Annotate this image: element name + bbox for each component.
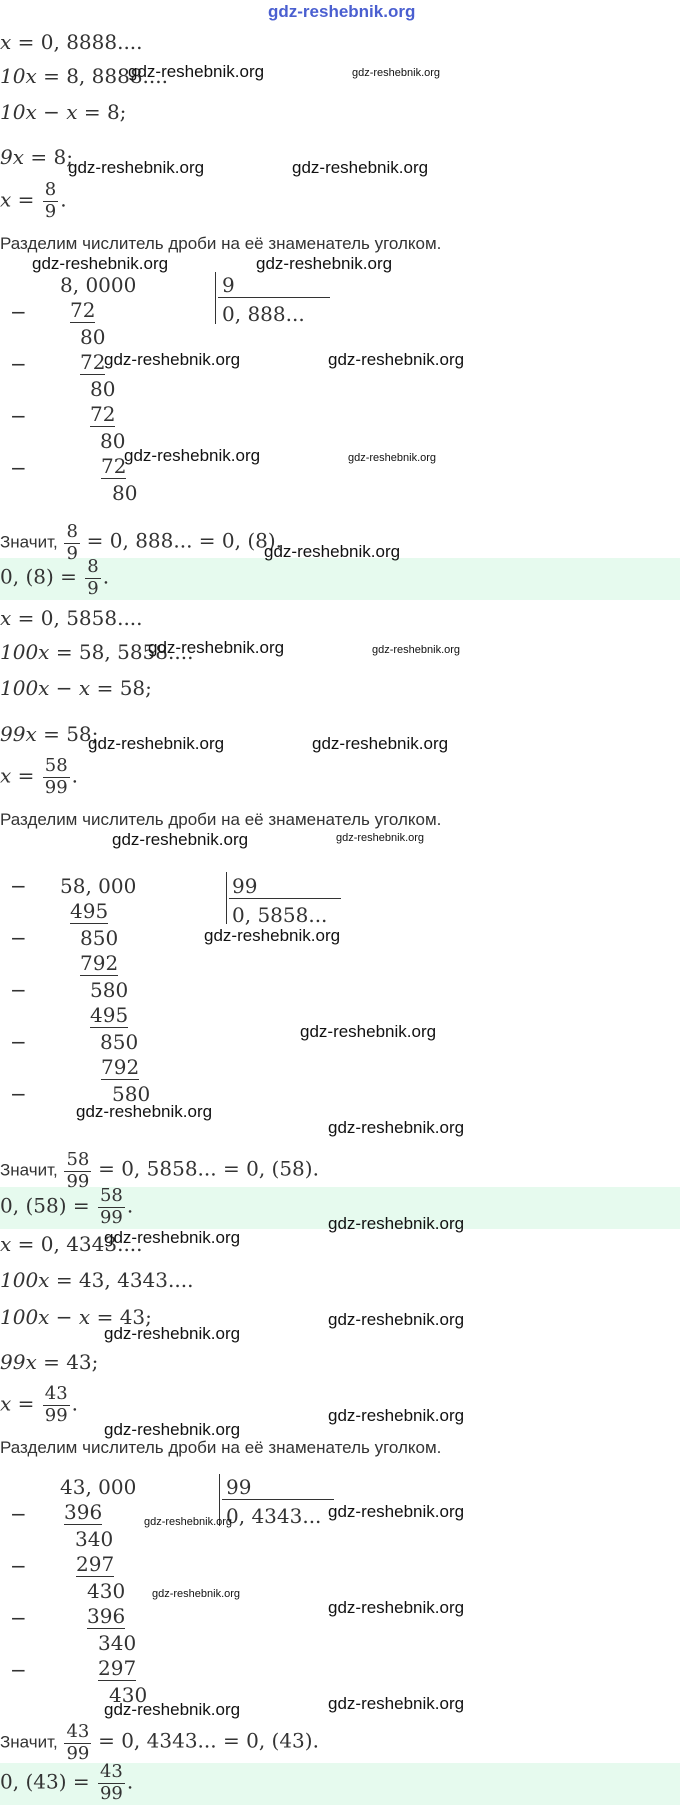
subtrahend-1a: 72 — [70, 298, 96, 322]
watermark-small: gdz-reshebnik.org — [348, 452, 437, 464]
equation-x-1: x = 0, 8888.... — [0, 30, 143, 54]
minus-2e: − — [10, 1082, 27, 1106]
watermark: gdz-reshebnik.org — [104, 1700, 241, 1719]
equation-100x-2: 100x = 58, 5858.... — [0, 640, 194, 664]
minus-2c: − — [10, 978, 27, 1002]
divisor-1: 9 — [222, 273, 235, 297]
equation-x-fraction-1: x = $\frac{8}{9}$ . — [0, 179, 67, 222]
watermark: gdz-reshebnik.org — [300, 1022, 437, 1041]
subtrahend-2c: 495 — [90, 1003, 129, 1027]
equation-x-3: x = 0, 4343.... — [0, 1232, 143, 1256]
minus-1b: − — [10, 352, 27, 376]
minus-3a: − — [10, 1502, 27, 1526]
divisor-2: 99 — [232, 874, 258, 898]
subtrahend-2a: 495 — [70, 899, 109, 923]
equation-100x-minus-x-2: 100x − x = 58; — [0, 676, 152, 700]
watermark: gdz-reshebnik.org — [204, 926, 341, 945]
minus-1a: − — [10, 300, 27, 324]
equation-99x-2: 99x = 58; — [0, 722, 99, 746]
equation-100x-minus-x-3: 100x − x = 43; — [0, 1305, 152, 1329]
dividend-1: 8, 0000 — [60, 273, 137, 297]
watermark: gdz-reshebnik.org — [128, 62, 265, 81]
watermark-small: gdz-reshebnik.org — [152, 1588, 241, 1600]
minus-3d: − — [10, 1658, 27, 1682]
fraction-58-99-conclusion: $\frac{58}{99}$ — [66, 1149, 90, 1192]
quotient-2: 0, 5858... — [232, 903, 328, 927]
minus-3c: − — [10, 1606, 27, 1630]
remainder-2a: 850 — [80, 926, 119, 950]
equation-99x-3: 99x = 43; — [0, 1350, 99, 1374]
divisor-line-1 — [218, 297, 330, 298]
watermark: gdz-reshebnik.org — [104, 1228, 241, 1247]
dividend-3: 43, 000 — [60, 1475, 137, 1499]
watermark-small: gdz-reshebnik.org — [352, 67, 441, 79]
site-header-watermark[interactable]: gdz-reshebnik.org — [268, 2, 416, 21]
division-bracket-2 — [226, 872, 227, 924]
instruction-text-3: Разделим числитель дроби на её знаменатель уголком. — [0, 1438, 442, 1457]
watermark: gdz-reshebnik.org — [328, 1502, 465, 1521]
watermark: gdz-reshebnik.org — [104, 1420, 241, 1439]
quotient-1: 0, 888... — [222, 302, 305, 326]
quotient-3: 0, 4343... — [226, 1504, 322, 1528]
watermark: gdz-reshebnik.org — [328, 1214, 465, 1233]
fraction-58-99: $\frac{58}{99}$ — [44, 755, 68, 798]
watermark: gdz-reshebnik.org — [312, 734, 449, 753]
equation-x-fraction-3: x = $\frac{43}{99}$ . — [0, 1383, 79, 1426]
equation-10x-minus-x-1: 10x − x = 8; — [0, 100, 127, 124]
remainder-3d: 430 — [109, 1683, 148, 1707]
answer-2: 0, (58) = $\frac{58}{99}$ . — [0, 1185, 134, 1228]
subtrahend-3d: 297 — [98, 1656, 137, 1680]
subtrahend-1d: 72 — [101, 454, 127, 478]
remainder-3a: 340 — [75, 1527, 114, 1551]
fraction-43-99-answer: $\frac{43}{99}$ — [99, 1761, 123, 1804]
watermark: gdz-reshebnik.org — [32, 254, 169, 273]
fraction-58-99-answer: $\frac{58}{99}$ — [99, 1185, 123, 1228]
fraction-8-9: $\frac{8}{9}$ — [44, 179, 57, 222]
remainder-1d: 80 — [112, 481, 138, 505]
divisor-3: 99 — [226, 1475, 252, 1499]
divisor-line-3 — [222, 1499, 334, 1500]
equation-x-2: x = 0, 5858.... — [0, 606, 143, 630]
watermark: gdz-reshebnik.org — [76, 1102, 213, 1121]
subtrahend-1b: 72 — [80, 350, 106, 374]
remainder-2b: 580 — [90, 978, 129, 1002]
equation-10x-1: 10x = 8, 8888.... — [0, 64, 168, 88]
subtrahend-2b: 792 — [80, 951, 119, 975]
watermark: gdz-reshebnik.org — [68, 158, 205, 177]
conclusion-1: Значит, $\frac{8}{9}$ = 0, 888... = 0, (8). — [0, 521, 283, 564]
fraction-8-9-answer: $\frac{8}{9}$ — [87, 556, 99, 599]
watermark: gdz-reshebnik.org — [124, 446, 261, 465]
watermark: gdz-reshebnik.org — [104, 350, 241, 369]
fraction-8-9-conclusion: $\frac{8}{9}$ — [66, 521, 78, 564]
remainder-3c: 340 — [98, 1631, 137, 1655]
watermark: gdz-reshebnik.org — [328, 1694, 465, 1713]
dividend-2: 58, 000 — [60, 874, 137, 898]
watermark: gdz-reshebnik.org — [256, 254, 393, 273]
watermark-small: gdz-reshebnik.org — [372, 644, 461, 656]
division-bracket-1 — [215, 272, 216, 324]
remainder-2c: 850 — [100, 1030, 139, 1054]
divisor-line-2 — [229, 898, 341, 899]
remainder-2d: 580 — [112, 1082, 151, 1106]
watermark-small: gdz-reshebnik.org — [144, 1516, 233, 1528]
watermark: gdz-reshebnik.org — [328, 1310, 465, 1329]
minus-2b: − — [10, 926, 27, 950]
fraction-43-99: $\frac{43}{99}$ — [44, 1383, 68, 1426]
minus-2a: − — [10, 874, 27, 898]
answer-3: 0, (43) = $\frac{43}{99}$ . — [0, 1761, 134, 1804]
watermark: gdz-reshebnik.org — [328, 350, 465, 369]
equation-100x-3: 100x = 43, 4343.... — [0, 1268, 194, 1292]
equation-x-fraction-2: x = $\frac{58}{99}$ . — [0, 755, 79, 798]
answer-1: 0, (8) = $\frac{8}{9}$ . — [0, 556, 110, 599]
fraction-43-99-conclusion: $\frac{43}{99}$ — [66, 1721, 90, 1764]
watermark: gdz-reshebnik.org — [328, 1118, 465, 1137]
subtrahend-2d: 792 — [101, 1055, 140, 1079]
minus-3b: − — [10, 1554, 27, 1578]
minus-2d: − — [10, 1030, 27, 1054]
watermark: gdz-reshebnik.org — [148, 638, 285, 657]
watermark: gdz-reshebnik.org — [292, 158, 429, 177]
conclusion-2: Значит, $\frac{58}{99}$ = 0, 5858... = 0, (58). — [0, 1149, 319, 1192]
subtrahend-3a: 396 — [64, 1500, 103, 1524]
watermark: gdz-reshebnik.org — [88, 734, 225, 753]
remainder-1b: 80 — [90, 377, 116, 401]
watermark: gdz-reshebnik.org — [328, 1598, 465, 1617]
minus-1d: − — [10, 456, 27, 480]
subtrahend-3b: 297 — [76, 1552, 115, 1576]
watermark: gdz-reshebnik.org — [104, 1324, 241, 1343]
remainder-1c: 80 — [100, 429, 126, 453]
instruction-text-1: Разделим числитель дроби на её знаменатель уголком. — [0, 234, 442, 253]
watermark: gdz-reshebnik.org — [328, 1406, 465, 1425]
watermark: gdz-reshebnik.org — [264, 542, 401, 561]
subtrahend-3c: 396 — [87, 1604, 126, 1628]
watermark-small: gdz-reshebnik.org — [336, 832, 425, 844]
remainder-1a: 80 — [80, 325, 106, 349]
equation-9x-1: 9x = 8; — [0, 145, 73, 169]
subtrahend-1c: 72 — [90, 402, 116, 426]
instruction-text-2: Разделим числитель дроби на её знаменатель уголком. — [0, 810, 442, 829]
watermark: gdz-reshebnik.org — [112, 830, 249, 849]
remainder-3b: 430 — [87, 1579, 126, 1603]
conclusion-3: Значит, $\frac{43}{99}$ = 0, 4343... = 0, (43). — [0, 1721, 319, 1764]
minus-1c: − — [10, 404, 27, 428]
